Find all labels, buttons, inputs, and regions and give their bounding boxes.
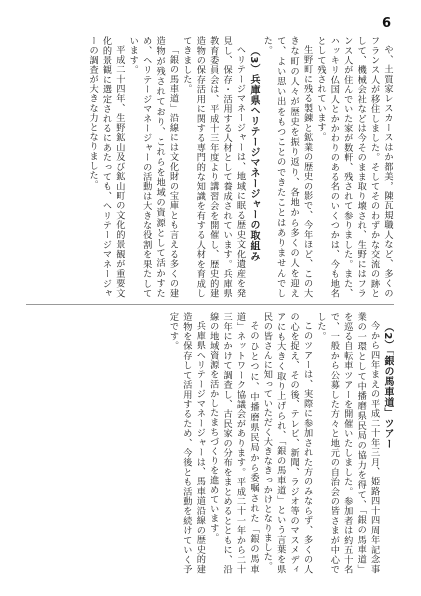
body-paragraph: このツアーは、実際に参加された方のみならず、多くの人の心を捉え、その後、テレビ、新聞、ラジオ等のマスメディアにも大きく取り上げられ、「銀の馬車道」という言葉を県民の皆さんに知っていただく大きなきっかけとなりました。 (261, 312, 313, 574)
body-paragraph: 今から四年まえの平成二十年三月、姫路四十四周年記念事業の一環として中播磨県民局の協力を得て、「銀の馬車道」を巡る自転車ツアーを開催いたしました。参加者は約五十名で、一般から公募した方々と地元の自治会の皆さまが中心でした。 (314, 312, 380, 574)
body-paragraph: 「銀の馬車道」沿線には文化財の宝庫とも言える多くの建造物が残されており、これらを地域の資源として活かすため、ヘリテージマネージャーの活動は大きな役割を果たしています。 (127, 36, 179, 298)
body-paragraph: や、土質家レスカースはか都美，陳瓦規職人など、多くのフランス人が移住しました。そしてそのわずかな交流の跡として、機械会社などは今そのまま取り壊され、生野にはフランス人が住んでいた家が数軒、残されて参りました。また、ハッキリ仏国人とかかわりのある名のいくつかは、今も地名として残されています。 (314, 36, 393, 298)
section-heading: （3）兵庫県ヘリテージマネージャーの取組み (247, 46, 259, 262)
body-paragraph: 生野町に残る製錬と鉱業の歴史の影で、今年ほど、この大きな町の人々が歴史を振り返り、各地から多くの人を迎えて、よい思い出をもつことのできたことはありませんでした。 (261, 36, 313, 298)
top-text-band (26, 36, 394, 298)
body-paragraph: 平成二十四年、生野鉱山及び鉱山町の文化的景観が重要文化的景観に選定されるにあたっても、ヘリテージマネージャーの調査が大きな力となりました。 (87, 36, 125, 298)
band-divider (26, 304, 394, 305)
body-paragraph: ヘリテージマネージャーは、地域に眠る歴史文化遺産を発見し、保存・活用する人材として養成されています。兵庫県教育委員会は、平成十三年度より講習会を開催し、歴史的建造物の保存活用に関する専門的な知識を有する人材を育成してきました。 (180, 36, 246, 298)
section-heading: （2）「銀の馬車道」ツアー (382, 322, 393, 450)
bottom-text-band (26, 312, 394, 574)
body-paragraph: 兵庫県ヘリテージマネージャーは、馬車道沿線の歴史的建造物を保存して活用するため、今後とも活動を続けていく予定です。 (167, 312, 206, 574)
body-paragraph: そのひとつに、中播磨県民局から委嘱された「銀の馬車道」ネットワーク協議会があります。平成二十一年から二十三年にかけて調査し、古民家の分布をまとめるとともに、沿線の地域資源を活かしたまちづくりを進めています。 (207, 312, 259, 574)
page-number: 6 (381, 16, 391, 31)
